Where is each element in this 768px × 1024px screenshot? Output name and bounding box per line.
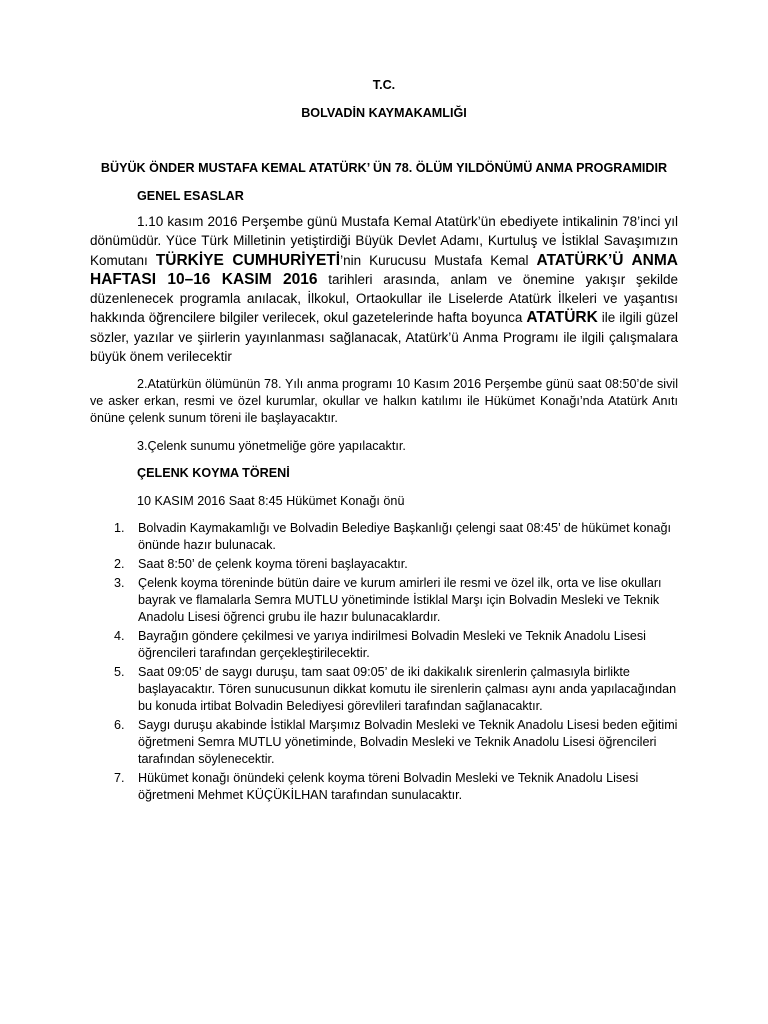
list-item-number: 2. — [114, 557, 125, 571]
list-item — [90, 770, 690, 804]
p1-emphasis-anma-haftasi: ATATÜRK’Ü ANMA HAFTASI 10–16 KASIM 2016 — [90, 251, 678, 288]
list-item-text: Bolvadin Kaymakamlığı ve Bolvadin Belediye Başkanlığı çelengi saat 08:45’ de hükümet konağı önünde hazır bulunacak. — [138, 521, 671, 552]
p1-text-c: ’nin Kurucusu Mustafa Kemal — [340, 252, 537, 268]
ceremony-steps-list — [90, 520, 690, 806]
list-item — [90, 664, 690, 715]
list-item-text: Saat 8:50’ de çelenk koyma töreni başlayacaktır. — [138, 557, 408, 571]
list-item-number: 5. — [114, 665, 125, 679]
list-item — [90, 628, 690, 662]
list-item-text: Saat 09:05’ de saygı duruşu, tam saat 09:05’ de iki dakikalık sirenlerin çalmasıyla birlikte başlayacaktır. Tören sunucusunun dikkat komutu ile sirenlerin çalması aynı anda yapılacağından bu konuda irtibat Bolvadin Belediyesi görevlileri tarafından sağlanacaktır. — [138, 665, 677, 713]
celenk-heading: ÇELENK KOYMA TÖRENİ — [137, 466, 290, 480]
program-title: BÜYÜK ÖNDER MUSTAFA KEMAL ATATÜRK’ ÜN 78. ÖLÜM YILDÖNÜMÜ ANMA PROGRAMIDIR — [100, 161, 668, 175]
p1-emphasis-ataturk: ATATÜRK — [526, 309, 598, 327]
p1-text-a: 1.10 kasım 2016 Perşembe günü Mustafa Kemal Atatürk’ün ebediyete intikalinin 78’inci yıl dönümüdür. Yüce Türk Milletinin yetiştirdiği Büyük Devlet Adamı, Kurtuluş ve İstiklal Savaşımızın Komutanı — [90, 214, 678, 268]
list-item — [90, 575, 690, 626]
p1-emphasis-turkiye: TÜRKİYE CUMHURİYETİ — [155, 251, 341, 269]
p1-text-e: tarihleri arasında, anlam ve önemine yakışır şekilde düzenlenecek programla anılacak, İlkokul, Ortaokullar ile Liselerde Atatürk İlkeleri ve yaşantısı hakkında öğrencilere bilgiler verilecek, okul gazetelerinde hafta boyunca — [90, 271, 678, 326]
list-item-number: 4. — [114, 629, 125, 643]
list-item-number: 6. — [114, 718, 125, 732]
list-item — [90, 556, 690, 573]
list-item-number: 7. — [114, 771, 125, 785]
paragraph-2: 2.Atatürkün ölümünün 78. Yılı anma programı 10 Kasım 2016 Perşembe günü saat 08:50’de sivil ve asker erkan, resmi ve özel kurumlar, okullar ve halkın katılımı ile Hükümet Konağı’nda Atatürk Anıtı önüne çelenk sunum töreni ile başlayacaktır. — [90, 377, 678, 425]
paragraph-1 — [90, 212, 678, 366]
ceremony-date-line: 10 KASIM 2016 Saat 8:45 Hükümet Konağı önü — [137, 494, 405, 508]
list-item-number: 1. — [114, 521, 125, 535]
list-item — [90, 520, 690, 554]
list-item-text: Hükümet konağı önündeki çelenk koyma töreni Bolvadin Mesleki ve Teknik Anadolu Lisesi öğretmeni Mehmet KÜÇÜKİLHAN tarafından sunulacaktır. — [138, 771, 639, 802]
list-item-number: 3. — [114, 576, 125, 590]
genel-esaslar-heading: GENEL ESASLAR — [137, 189, 244, 203]
header-kaymakamlik: BOLVADİN KAYMAKAMLIĞI — [301, 106, 467, 120]
list-item-text: Bayrağın göndere çekilmesi ve yarıya indirilmesi Bolvadin Mesleki ve Teknik Anadolu Lisesi öğrencileri tarafından gerçekleştirilecektir. — [138, 629, 646, 660]
p1-text-g: ile ilgili güzel sözler, yazılar ve şiirlerin yayınlanması sağlanacak, Atatürk’ü Anma Programı ile ilgili çalışmalara büyük önem verilecektir — [90, 310, 678, 365]
list-item-text: Saygı duruşu akabinde İstiklal Marşımız Bolvadin Mesleki ve Teknik Anadolu Lisesi beden eğitimi öğretmeni Semra MUTLU yönetiminde, Bolvadin Mesleki ve Teknik Anadolu Lisesi öğrencileri tarafından söylenecektir. — [138, 718, 678, 766]
paragraph-3: 3.Çelenk sunumu yönetmeliğe göre yapılacaktır. — [137, 439, 406, 453]
list-item-text: Çelenk koyma töreninde bütün daire ve kurum amirleri ile resmi ve özel ilk, orta ve lise okulları bayrak ve flamalarla Semra MUTLU yönetiminde İstiklal Marşı için Bolvadin Mesleki ve Teknik Anadolu Lisesi öğrenci grubu ile hazır bulunacaklardır. — [138, 576, 662, 624]
list-item — [90, 717, 690, 768]
header-tc: T.C. — [372, 78, 396, 92]
